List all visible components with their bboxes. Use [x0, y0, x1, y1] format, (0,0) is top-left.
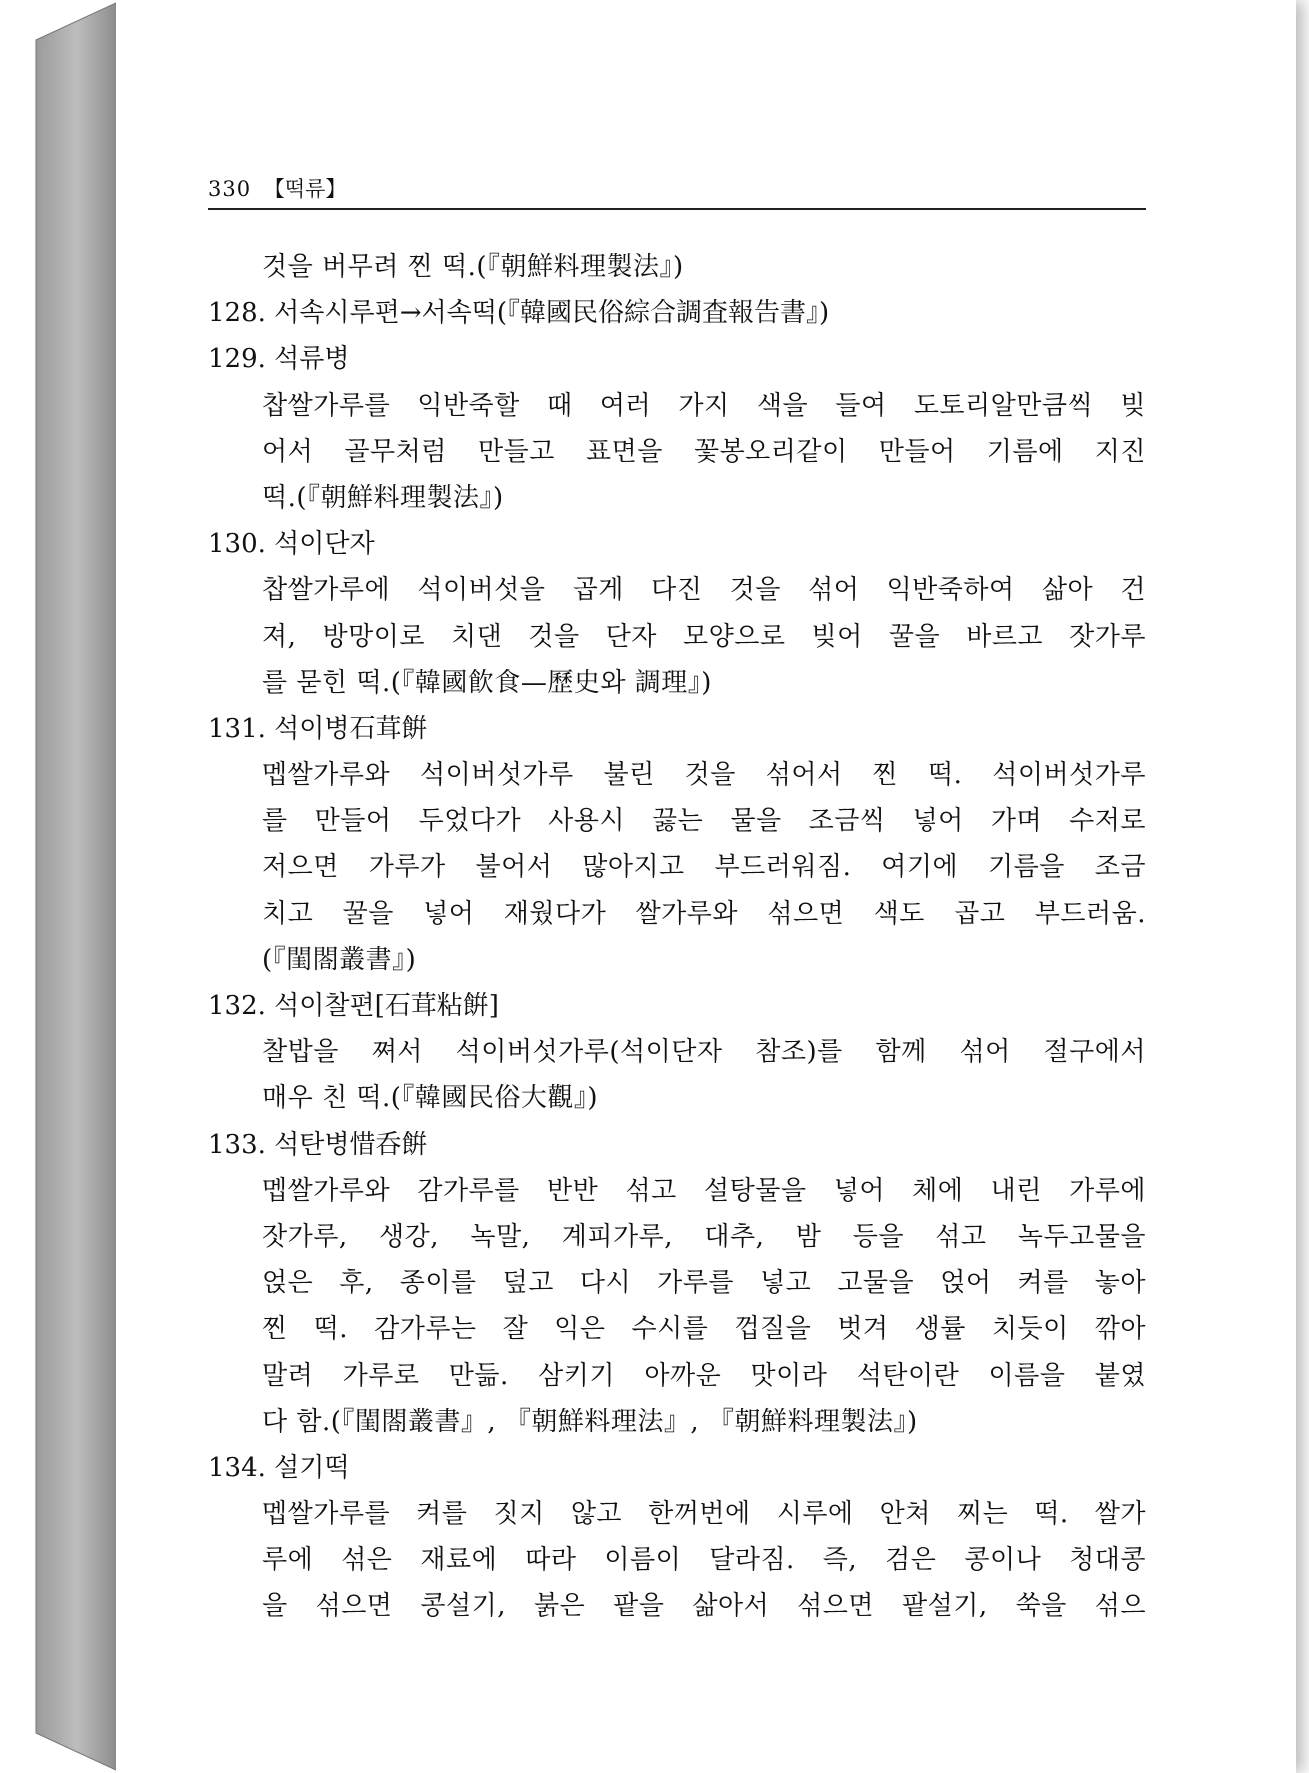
text-line: 잣가루, 생강, 녹말, 계피가루, 대추, 밤 등을 섞고 녹두고물을	[262, 1221, 1146, 1252]
entry-title-128: 128. 서속시루편→서속떡(『韓國民俗綜合調査報告書』)	[208, 298, 830, 329]
entry-title-132: 132. 석이찰편[石茸粘餠]	[208, 991, 499, 1021]
text-line: 을 섞으면 콩설기, 붉은 팥을 삶아서 섞으면 팥설기, 쑥을 섞으	[262, 1591, 1146, 1622]
entry-title-130: 130. 석이단자	[208, 529, 375, 560]
text-line: 찰밥을 쪄서 석이버섯가루(석이단자 참조)를 함께 섞어 절구에서	[262, 1037, 1146, 1068]
page-content	[208, 244, 1148, 1630]
text-line: 매우 친 떡.(『韓國民俗大觀』)	[262, 1083, 599, 1114]
text-line: 져, 방망이로 치댄 것을 단자 모양으로 빚어 꿀을 바르고 잣가루	[262, 621, 1146, 652]
text-line: 멥쌀가루와 석이버섯가루 불린 것을 섞어서 찐 떡. 석이버섯가루	[262, 760, 1146, 791]
text-line: 를 묻힌 떡.(『韓國飮食—歷史와 調理』)	[262, 667, 712, 698]
text-line: 찐 떡. 감가루는 잘 익은 수시를 껍질을 벗겨 생률 치듯이 깎아	[262, 1314, 1146, 1345]
text-line: 다 함.(『閨閤叢書』, 『朝鮮料理法』, 『朝鮮料理製法』)	[262, 1406, 918, 1437]
text-line: 를 만들어 두었다가 사용시 끓는 물을 조금씩 넣어 가며 수저로	[262, 806, 1146, 837]
text-line: 멥쌀가루를 켜를 짓지 않고 한꺼번에 시루에 안쳐 찌는 떡. 쌀가	[262, 1499, 1146, 1530]
text-line: 것을 버무려 찐 떡.(『朝鮮料理製法』)	[262, 252, 684, 282]
section-title: 【떡류】	[263, 177, 347, 201]
text-line: 치고 꿀을 넣어 재웠다가 쌀가루와 섞으면 색도 곱고 부드러움.	[262, 898, 1146, 929]
text-line: 저으면 가루가 불어서 많아지고 부드러워짐. 여기에 기름을 조금	[262, 852, 1146, 883]
text-line: 루에 섞은 재료에 따라 이름이 달라짐. 즉, 검은 콩이나 청대콩	[262, 1545, 1146, 1576]
text-line: 말려 가루로 만듦. 삼키기 아까운 맛이라 석탄이란 이름을 붙였	[262, 1360, 1146, 1391]
text-line: 멥쌀가루와 감가루를 반반 섞고 설탕물을 넣어 체에 내린 가루에	[262, 1175, 1146, 1206]
entry-title-129: 129. 석류병	[208, 344, 350, 375]
text-line: 떡.(『朝鮮料理製法』)	[262, 482, 504, 513]
entry-title-134: 134. 설기떡	[208, 1452, 350, 1483]
entry-title-133: 133. 석탄병惜呑餠	[208, 1129, 428, 1160]
page-number: 330	[208, 177, 252, 201]
text-line: 찹쌀가루를 익반죽할 때 여러 가지 색을 들여 도토리알만큼씩 빚	[262, 390, 1146, 421]
page-header	[208, 176, 1146, 210]
text-line: 찹쌀가루에 석이버섯을 곱게 다진 것을 섞어 익반죽하여 삶아 건	[262, 575, 1146, 606]
entry-title-131: 131. 석이병石茸餠	[208, 713, 428, 744]
text-line: 어서 골무처럼 만들고 표면을 꽃봉오리같이 만들어 기름에 지진	[262, 436, 1146, 467]
text-line: (『閨閤叢書』)	[262, 944, 417, 975]
text-line: 얹은 후, 종이를 덮고 다시 가루를 넣고 고물을 얹어 켜를 놓아	[262, 1268, 1146, 1299]
